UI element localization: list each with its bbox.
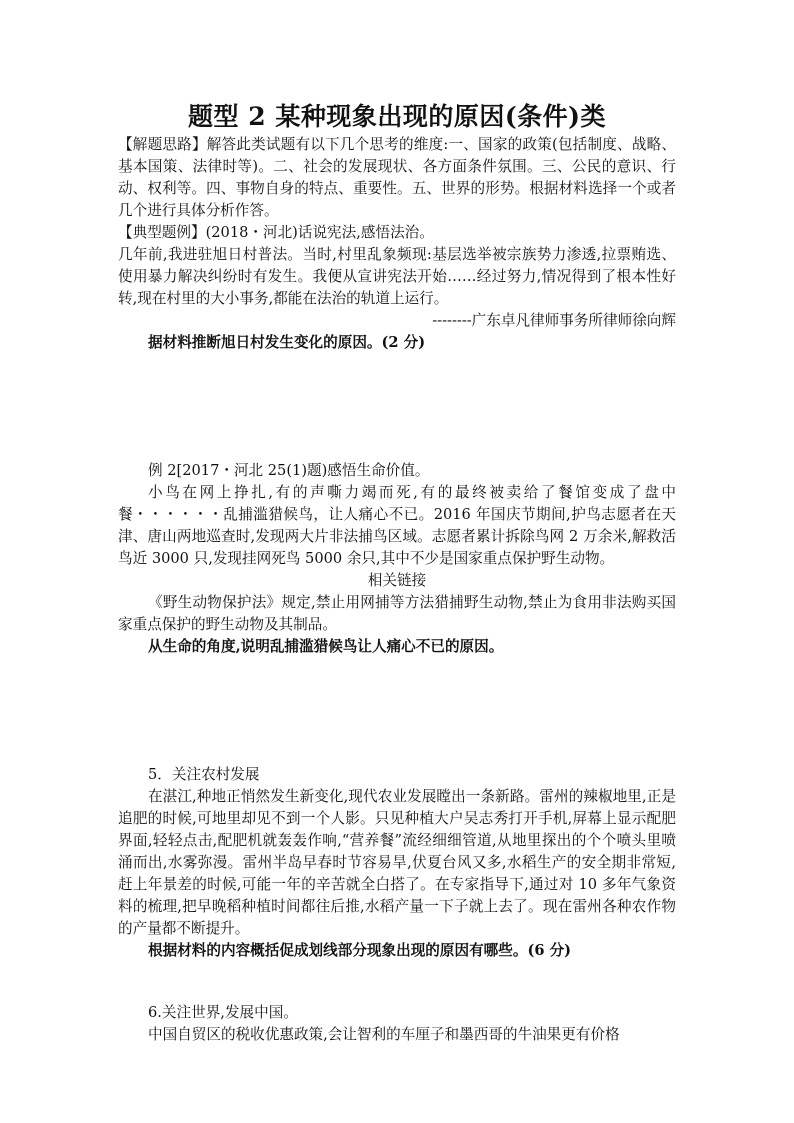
- answer-space-1: [118, 354, 676, 460]
- page-title: 题型 2 某种现象出现的原因(条件)类: [188, 102, 606, 131]
- item5-heading: 5．关注农村发展: [148, 766, 260, 783]
- item5-question: 根据材料的内容概括促成划线部分现象出现的原因有哪些。(6 分): [148, 942, 572, 959]
- example2-material: 小鸟在网上挣扎,有的声嘶力竭而死,有的最终被卖给了餐馆变成了盘中餐・・・・・・乱捕滥猎候鸟，让人痛心不已。2016 年国庆节期间,护鸟志愿者在天津、唐山两地巡查时,发现两大片非法捕鸟区域。志愿者累计拆除鸟网 2 万余米,解救活鸟近 3000 只,发现挂网死鸟 5000 余只,其中不少是国家重点保护野生动物。: [118, 484, 676, 567]
- example1-heading: 【典型题例】(2018・河北)话说宪法,感悟法治。: [118, 224, 434, 241]
- example2-heading: 例 2[2017・河北 25(1)题)感悟生命价值。: [148, 462, 430, 479]
- related-link-body: 《野生动物保护法》规定,禁止用网捕等方法猎捕野生动物,禁止为食用非法购买国家重点保护的野生动物及其制品。: [118, 594, 676, 633]
- solving-tips: 【解题思路】解答此类试题有以下几个思考的维度:一、国家的政策(包括制度、战略、基本国策、法律时等)。二、社会的发展现状、各方面条件氛围。三、公民的意识、行动、权利等。四、事物自身的特点、重要性。五、世界的形势。根据材料选择一个或者几个进行具体分析作答。: [118, 136, 676, 219]
- item5-material: 在湛江,种地正悄然发生新变化,现代农业发展瞠出一条新路。雷州的辣椒地里,正是追肥的时候,可地里却见不到一个人影。只见种植大户吴志秀打开手机,屏幕上显示配肥界面,轻轻点击,配肥机就轰轰作响,“营养餐”流经细细管道,从地里探出的个个喷头里喷涌而出,水雾弥漫。雷州半岛早春时节容易旱,伏夏台风又多,水稻生产的安全期非常短,赶上年景差的时候,可能一年的辛苦就全白搭了。在专家指导下,通过对 10 多年气象资料的梳理,把早晚稻种植时间都往后推,水稻产量一下子就上去了。现在雷州各种农作物的产量都不断提升。: [118, 788, 676, 937]
- answer-space-2: [118, 658, 676, 764]
- related-link-title: 相关链接: [367, 572, 427, 589]
- document-content: [118, 100, 676, 1046]
- item6-material: 中国自贸区的税收优惠政策,会让智利的车厘子和墨西哥的牛油果更有价格: [148, 1026, 620, 1043]
- answer-space-3: [118, 962, 676, 1002]
- example1-question: 据材料推断旭日村发生变化的原因。(2 分): [148, 334, 426, 351]
- example1-source: --------广东卓凡律师事务所律师徐向辉: [432, 312, 676, 329]
- example2-question: 从生命的角度,说明乱捕滥猎候鸟让人痛心不已的原因。: [148, 638, 504, 655]
- item6-heading: 6.关注世界,发展中国。: [148, 1004, 298, 1021]
- example1-material: 几年前,我进驻旭日村普法。当时,村里乱象频现:基层选举被宗族势力渗透,拉票贿选、使用暴力解决纠纷时有发生。我便从宣讲宪法开始……经过努力,情况得到了根本性好转,现在村里的大小事务,都能在法治的轨道上运行。: [118, 246, 676, 307]
